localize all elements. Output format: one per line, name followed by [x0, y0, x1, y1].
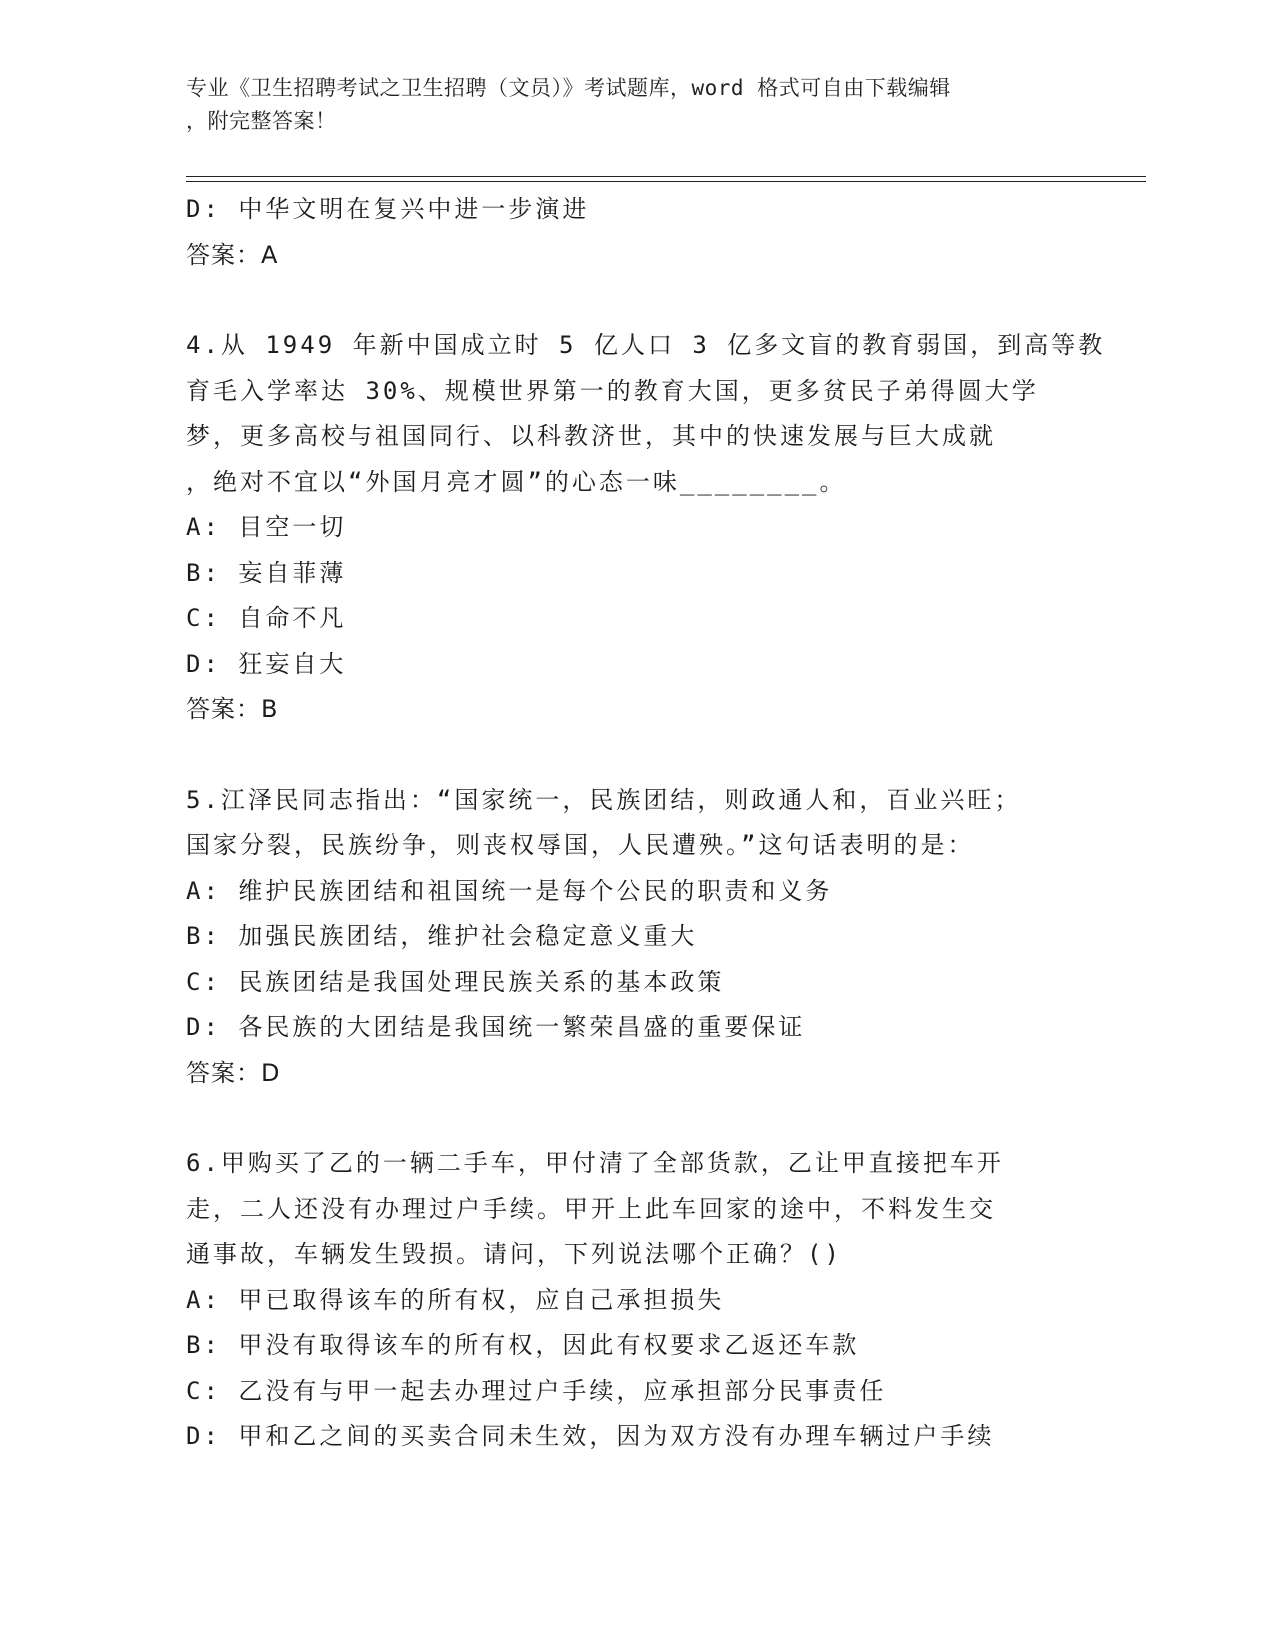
option-c: C: 自命不凡 — [186, 604, 347, 632]
question-text-line: 通事故，车辆发生毁损。请问，下列说法哪个正确？() — [186, 1240, 842, 1268]
option-d: D: 狂妄自大 — [186, 649, 347, 678]
prev-option-d: D: 中华文明在复兴中进一步演进 — [186, 195, 590, 223]
option-c: C: 民族团结是我国处理民族关系的基本政策 — [186, 967, 725, 996]
answer: 答案：D — [186, 1058, 281, 1087]
spacer — [186, 733, 1086, 778]
option-a: A: 目空一切 — [186, 513, 347, 541]
option-b: B: 甲没有取得该车的所有权，因此有权要求乙返还车款 — [186, 1331, 860, 1359]
question-5 — [186, 778, 1086, 1097]
header-rule-bottom — [186, 181, 1146, 182]
option-c: C: 乙没有与甲一起去办理过户手续，应承担部分民事责任 — [186, 1376, 887, 1405]
option-b: B: 妄自菲薄 — [186, 558, 347, 587]
question-4 — [186, 323, 1106, 733]
question-text-line: ，绝对不宜以“外国月亮才圆”的心态一味________。 — [186, 467, 847, 496]
question-text-line: 国家分裂，民族纷争，则丧权辱国，人民遭殃。”这句话表明的是： — [186, 831, 975, 859]
header-rule-top — [186, 176, 1146, 177]
answer: 答案：B — [186, 695, 279, 723]
option-b: B: 加强民族团结，维护社会稳定意义重大 — [186, 922, 698, 950]
option-a: A: 甲已取得该车的所有权，应自己承担损失 — [186, 1285, 725, 1314]
option-d: D: 甲和乙之间的买卖合同未生效，因为双方没有办理车辆过户手续 — [186, 1422, 995, 1450]
header-line-1: 专业《卫生招聘考试之卫生招聘（文员）》考试题库，word 格式可自由下载编辑 — [186, 76, 951, 100]
question-text-line: 6.甲购买了乙的一辆二手车，甲付清了全部货款，乙让甲直接把车开 — [186, 1149, 1004, 1177]
page-header — [186, 72, 1066, 138]
question-6 — [186, 1141, 1086, 1460]
question-text-line: 走，二人还没有办理过户手续。甲开上此车回家的途中，不料发生交 — [186, 1194, 996, 1223]
option-d: D: 各民族的大团结是我国统一繁荣昌盛的重要保证 — [186, 1013, 806, 1041]
spacer — [186, 1096, 1086, 1141]
question-text-line: 4.从 1949 年新中国成立时 5 亿人口 3 亿多文盲的教育弱国，到高等教 — [186, 331, 1106, 359]
option-a: A: 维护民族团结和祖国统一是每个公民的职责和义务 — [186, 876, 833, 905]
question-text-line: 5.江泽民同志指出：“国家统一，民族团结，则政通人和，百业兴旺； — [186, 785, 1022, 814]
header-line-2: ，附完整答案！ — [186, 109, 337, 133]
spacer — [186, 278, 1086, 323]
prev-answer: 答案：A — [186, 240, 279, 269]
question-text-line: 梦，更多高校与祖国同行、以科教济世，其中的快速发展与巨大成就 — [186, 422, 996, 450]
question-content — [186, 187, 1106, 1460]
question-text-line: 育毛入学率达 30%、规模世界第一的教育大国，更多贫民子弟得圆大学 — [186, 376, 1039, 405]
